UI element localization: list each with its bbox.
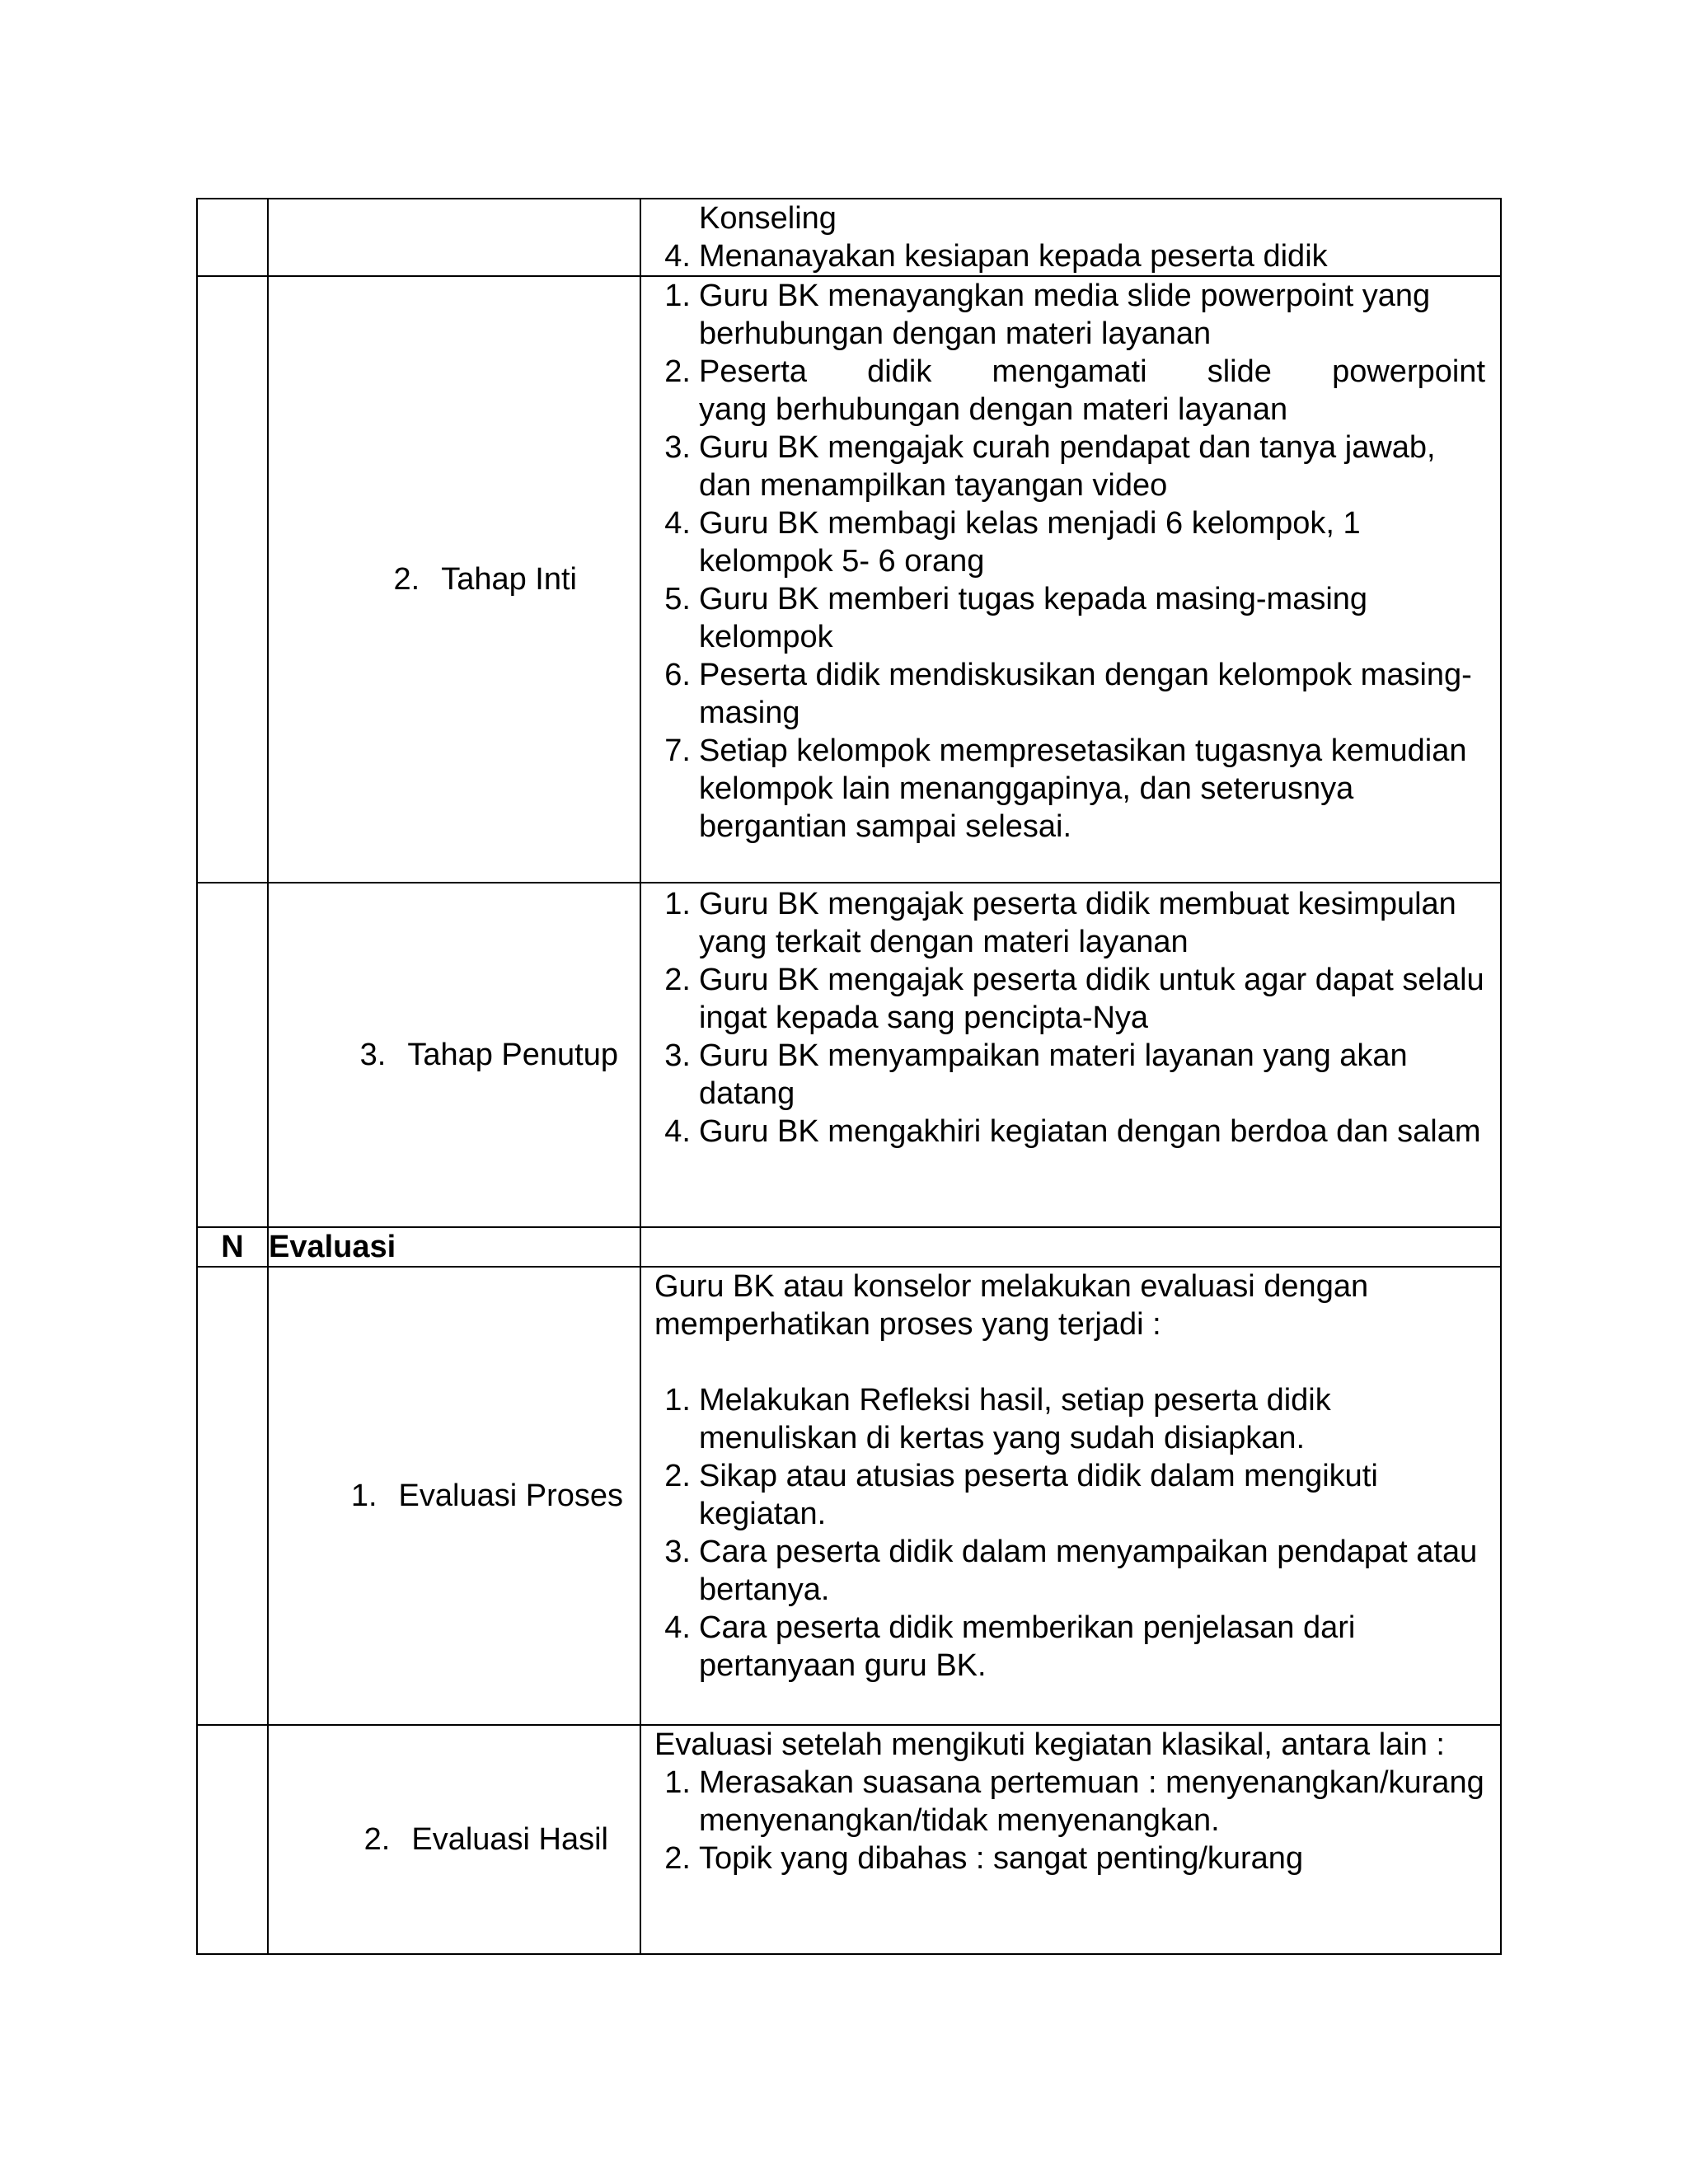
- cell-stage: [268, 199, 640, 276]
- cell-stage: [268, 1267, 640, 1725]
- table-row: [197, 883, 1501, 1227]
- table-row: [197, 199, 1501, 276]
- continued-list: [654, 237, 1485, 275]
- list-item: 4. Cara peserta didik memberikan penjelasan dari pertanyaan guru BK.: [664, 1610, 1356, 1683]
- list-item: 2. Guru BK mengajak peserta didik untuk agar dapat selalu ingat kepada sang pencipta-Nya: [664, 963, 1484, 1035]
- list-item: 6. Peserta didik mendiskusikan dengan kelompok masing- masing: [664, 658, 1472, 730]
- evaluasi-hasil-intro: Evaluasi setelah mengikuti kegiatan klasikal, antara lain :: [654, 1727, 1445, 1762]
- list-item: 2. Peserta didik mengamati slide powerpoint yang berhubungan dengan materi layanan: [664, 354, 1485, 427]
- table-row: [197, 1725, 1501, 1954]
- inti-list: [654, 277, 1485, 846]
- list-item: 2. Sikap atau atusias peserta didik dalam mengikuti kegiatan.: [664, 1459, 1378, 1531]
- cell-letter: [197, 1267, 268, 1725]
- table-row: [197, 276, 1501, 883]
- list-item: 4. Menanayakan kesiapan kepada peserta didik: [664, 239, 1328, 274]
- cell-content: [640, 199, 1501, 276]
- cell-content: [640, 276, 1501, 883]
- continued-text: Konseling: [699, 201, 837, 236]
- cell-letter: [197, 883, 268, 1227]
- list-item: 7. Setiap kelompok mempresetasikan tugasnya kemudian kelompok lain menanggapinya, dan seterusnya bergantian sampai selesai.: [664, 733, 1467, 844]
- cell-stage: [268, 883, 640, 1227]
- section-letter: N: [197, 1227, 268, 1267]
- cell-stage: [268, 1725, 640, 1954]
- stage-label-penutup: 3. Tahap Penutup: [359, 1038, 618, 1072]
- list-item: 5. Guru BK memberi tugas kepada masing-masing kelompok: [664, 582, 1368, 654]
- cell-letter: [197, 276, 268, 883]
- table-row: [197, 1227, 1501, 1267]
- cell-content: [640, 1267, 1501, 1725]
- cell-stage: [268, 276, 640, 883]
- cell-letter: [197, 1725, 268, 1954]
- stage-label-evaluasi-hasil: 2. Evaluasi Hasil: [363, 1822, 608, 1857]
- lesson-plan-table: [196, 198, 1502, 1955]
- stage-label-evaluasi-proses: 1. Evaluasi Proses: [350, 1479, 623, 1513]
- section-title: Evaluasi: [268, 1227, 640, 1267]
- stage-label-inti: 2. Tahap Inti: [393, 562, 577, 597]
- list-item: 3. Cara peserta didik dalam menyampaikan pendapat atau bertanya.: [664, 1535, 1478, 1607]
- table-row: [197, 1267, 1501, 1725]
- list-item: 2. Topik yang dibahas : sangat penting/kurang: [664, 1841, 1304, 1876]
- evaluasi-hasil-list: [654, 1764, 1485, 1877]
- evaluasi-proses-intro: Guru BK atau konselor melakukan evaluasi dengan memperhatikan proses yang terjadi :: [654, 1269, 1369, 1342]
- penutup-list: [654, 885, 1485, 1151]
- list-item: 3. Guru BK mengajak curah pendapat dan tanya jawab, dan menampilkan tayangan video: [664, 430, 1436, 503]
- cell-content: [640, 1725, 1501, 1954]
- cell-content: [640, 1227, 1501, 1267]
- list-item: 4. Guru BK mengakhiri kegiatan dengan berdoa dan salam: [664, 1114, 1481, 1149]
- list-item: 1. Melakukan Refleksi hasil, setiap peserta didik menuliskan di kertas yang sudah disiapkan.: [664, 1383, 1331, 1455]
- list-item: 1. Guru BK menayangkan media slide powerpoint yang berhubungan dengan materi layanan: [664, 279, 1431, 351]
- evaluasi-proses-list: [654, 1381, 1485, 1685]
- list-item: 4. Guru BK membagi kelas menjadi 6 kelompok, 1 kelompok 5- 6 orang: [664, 506, 1361, 579]
- cell-letter: [197, 199, 268, 276]
- cell-content: [640, 883, 1501, 1227]
- list-item: 1. Merasakan suasana pertemuan : menyenangkan/kurang menyenangkan/tidak menyenangkan.: [664, 1765, 1484, 1838]
- list-item: 3. Guru BK menyampaikan materi layanan yang akan datang: [664, 1038, 1408, 1111]
- list-item: 1. Guru BK mengajak peserta didik membuat kesimpulan yang terkait dengan materi layanan: [664, 887, 1456, 959]
